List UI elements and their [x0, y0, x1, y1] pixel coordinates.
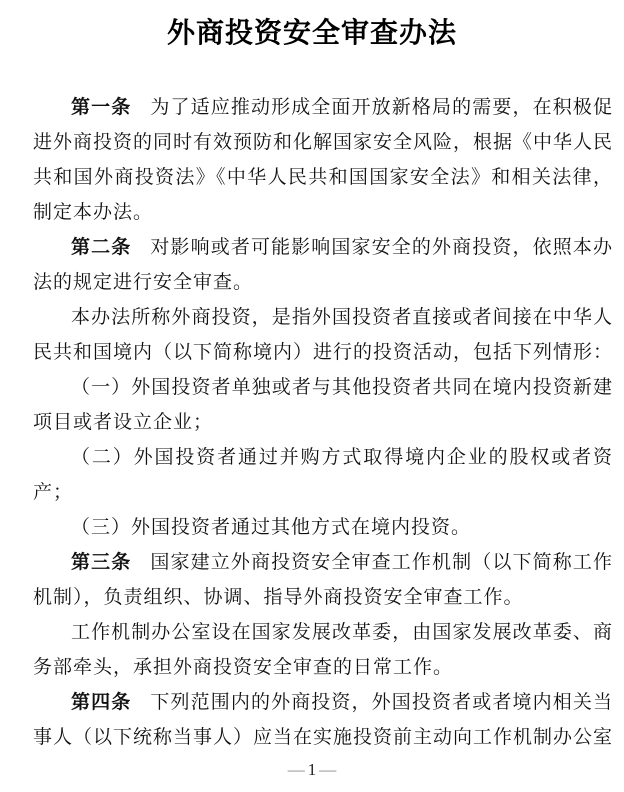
paragraph-text: 对影响或者可能影响国家安全的外商投资，依照本办法的规定进行安全审查。 — [33, 237, 613, 293]
paragraph-text: 工作机制办公室设在国家发展改革委，由国家发展改革委、商务部牵头，承担外商投资安全审查的日常工作。 — [33, 622, 613, 678]
paragraph-definition — [33, 300, 613, 370]
article-label: 第一条 — [71, 97, 132, 118]
paragraph-text: 下列范围内的外商投资，外国投资者或者境内相关当事人（以下统称当事人）应当在实施投资前主动向工作机制办公室 — [33, 692, 614, 748]
paragraph-article-1 — [33, 90, 613, 230]
paragraph-article-2 — [33, 230, 613, 300]
article-label: 第二条 — [71, 237, 132, 258]
paragraph-article-4 — [33, 685, 613, 755]
paragraph-text: 本办法所称外商投资，是指外国投资者直接或者间接在中华人民共和国境内（以下简称境内）进行的投资活动，包括下列情形： — [33, 307, 614, 363]
paragraph-text: （一）外国投资者单独或者与其他投资者共同在境内投资新建项目或者设立企业； — [33, 377, 613, 433]
paragraph-article-3 — [33, 545, 613, 615]
footer-page-number: 1 — [307, 760, 317, 779]
document-body — [33, 90, 613, 755]
paragraph-text: （二）外国投资者通过并购方式取得境内企业的股权或者资产； — [33, 447, 613, 503]
paragraph-text: 国家建立外商投资安全审查工作机制（以下简称工作机制），负责组织、协调、指导外商投资安全审查工作。 — [33, 552, 613, 608]
document-title: 外商投资安全审查办法 — [166, 18, 457, 49]
article-label: 第四条 — [71, 692, 132, 713]
paragraph-item-3 — [33, 510, 613, 545]
footer-dash-left: — — [287, 760, 305, 779]
footer-dash-right: — — [319, 760, 337, 779]
page-number — [0, 760, 624, 780]
paragraph-item-1 — [33, 370, 613, 440]
paragraph-item-2 — [33, 440, 613, 510]
paragraph-text: （三）外国投资者通过其他方式在境内投资。 — [71, 517, 472, 538]
article-label: 第三条 — [71, 552, 132, 573]
paragraph-office — [33, 615, 613, 685]
paragraph-text: 为了适应推动形成全面开放新格局的需要，在积极促进外商投资的同时有效预防和化解国家安全风险，根据《中华人民共和国外商投资法》《中华人民共和国国家安全法》和相关法律，制定本办法。 — [33, 97, 614, 223]
